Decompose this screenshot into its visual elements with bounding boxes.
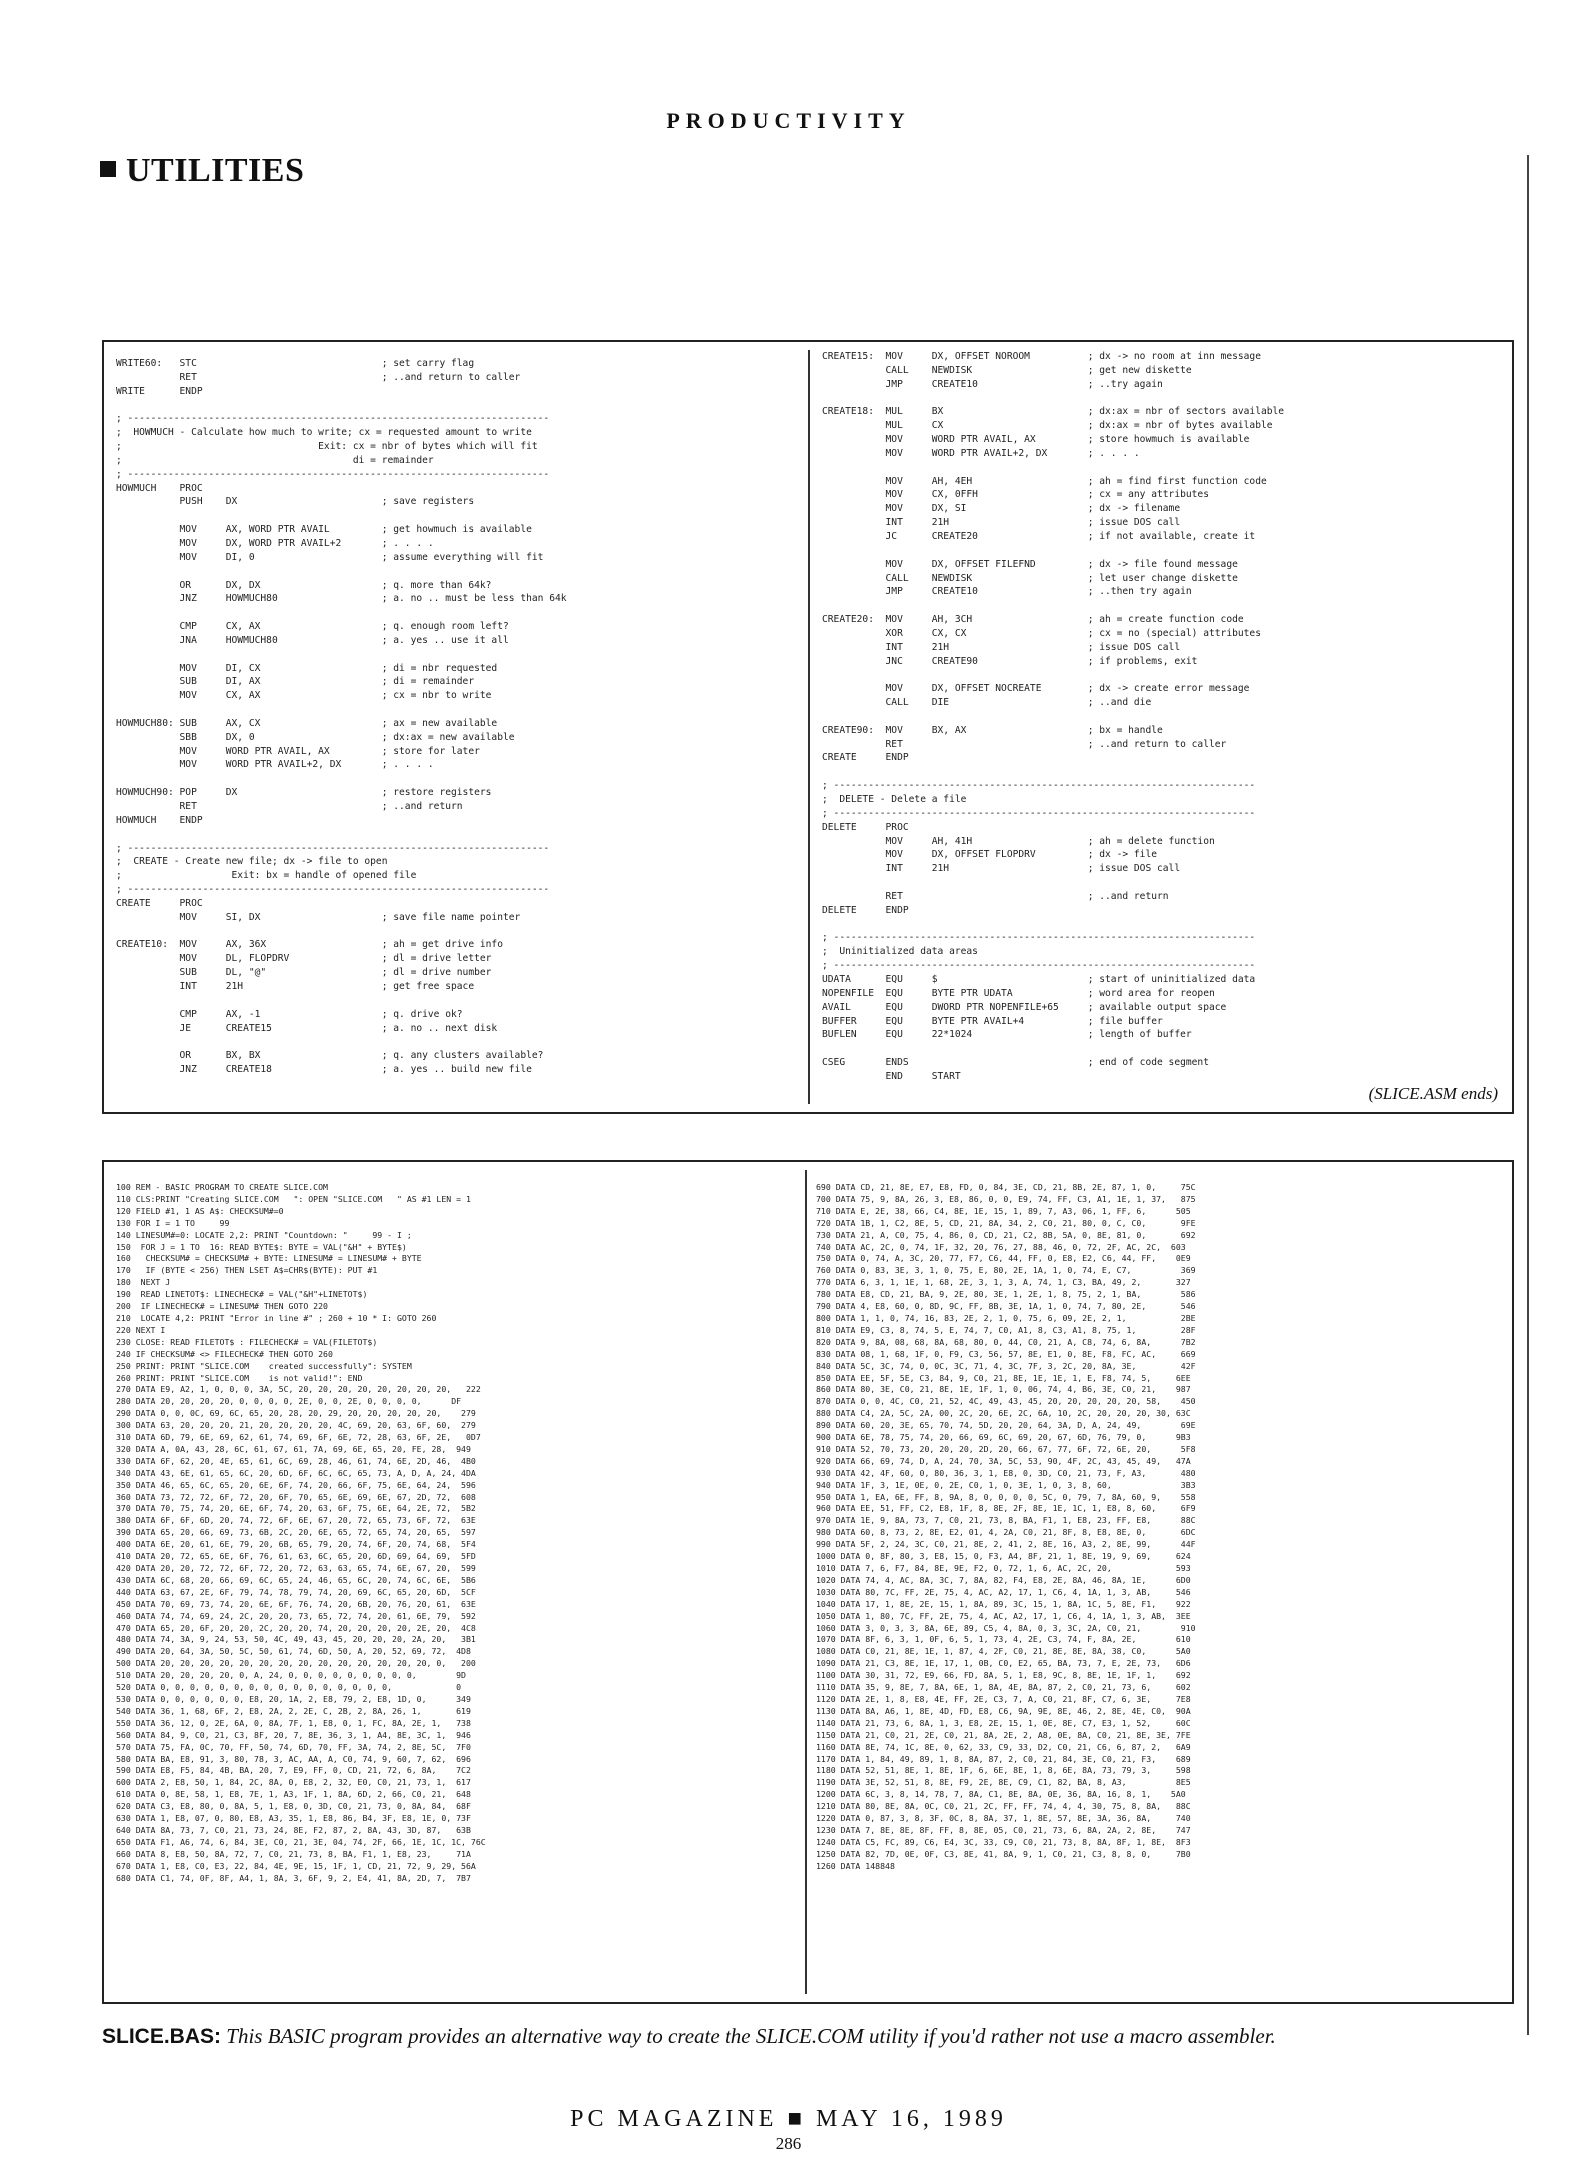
section-label: PRODUCTIVITY	[666, 108, 911, 133]
page-title	[100, 152, 304, 190]
column-rule	[1527, 155, 1529, 2035]
asm-listing-box	[102, 340, 1514, 1114]
bullet-square-icon	[100, 161, 116, 177]
page-title-text: UTILITIES	[126, 152, 305, 189]
caption-text: This BASIC program provides an alternative way to create the SLICE.COM utility if you'd rather not use a macro assembler.	[221, 2024, 1276, 2048]
column-divider	[805, 1170, 807, 1994]
figure-caption	[102, 2024, 1522, 2049]
bas-listing-right-column: 690 DATA CD, 21, 8E, E7, E8, FD, 0, 84, 3E, CD, 21, 8B, 2E, 87, 1, 0, 75C 700 DATA 75, 9, 8A, 26, 3, E8, 86, 0, 0, E9, 74, FF, C3, A1, 1E, 1, 37, 875 710 DATA E, 2E, 38, 66, C4, 8E, 1E, 15, 1, 89, 7, A3, 06, 1, FF, 6, 505 720 DATA 1B, 1, C2, 8E, 5, CD, 21, 8A, 34, 2, C0, 21, 80, 0, C, C0, 9FE 730 DATA 21, A, C0, 75, 4, 86, 0, CD, 21, C2, 8B, 5A, 0, 8E, 81, 0, 692 740 DATA AC, 2C, 0, 74, 1F, 32, 20, 76, 27, 88, 46, 0, 72, 2F, AC, 2C, 603 750 DATA 0, 74, A, 3C, 20, 77, F7, C6, 44, FF, 0, E8, E2, C6, 44, FF, 0E9 760 DATA 0, 83, 3E, 3, 1, 0, 75, E, 80, 2E, 1A, 1, 0, 74, E, C7, 369 770 DATA 6, 3, 1, 1E, 1, 68, 2E, 3, 1, 3, A, 74, 1, C3, BA, 49, 2, 327 780 DATA E8, CD, 21, BA, 9, 2E, 80, 3E, 1, 2E, 1, 8, 75, 2, 1, BA, 586 790 DATA 4, E8, 60, 0, 8D, 9C, FF, 8B, 3E, 1A, 1, 0, 74, 7, 80, 2E, 546 800 DATA 1, 1, 0, 74, 16, 83, 2E, 2, 1, 0, 75, 6, 09, 2E, 2, 1, 2BE 810 DATA E9, C3, 8, 74, 5, E, 74, 7, C0, A1, 8, C3, A1, 8, 75, 1, 28F 820 DATA 9, 8A, 08, 68, 8A, 68, 80, 0, 44, C0, 21, A, C8, 74, 6, 8A, 7B2 830 DATA 08, 1, 68, 1F, 0, F9, C3, 56, 57, 8E, E1, 0, 8E, F8, FC, AC, 669 840 DATA 5C, 3C, 74, 0, 0C, 3C, 71, 4, 3C, 7F, 3, 2C, 20, 8A, 3E, 42F 850 DATA EE, 5F, 5E, C3, 84, 9, C0, 21, 8E, 1E, 1E, 1, E, F8, 74, 5, 6EE 860 DATA 80, 3E, C0, 21, 8E, 1E, 1F, 1, 0, 06, 74, 4, B6, 3E, C0, 21, 987 870 DATA 0, 0, 4C, C0, 21, 52, 4C, 49, 43, 45, 20, 20, 20, 20, 20, 58, 450 880 DATA C4, 2A, 5C, 2A, 00, 2C, 20, 6E, 2C, 6A, 10, 2C, 20, 20, 20, 30, 63C 890 DATA 60, 20, 3E, 65, 70, 74, 5D, 20, 20, 64, 3A, D, A, 24, 49, 69E 900 DATA 6E, 78, 75, 74, 20, 66, 69, 6C, 69, 20, 67, 6D, 76, 79, 0, 9B3 910 DATA 52, 70, 73, 20, 20, 20, 2D, 20, 66, 67, 77, 6F, 72, 6E, 20, 5F8 920 DATA 66, 69, 74, D, A, 24, 70, 3A, 5C, 53, 90, 4F, 2C, 43, 45, 49, 47A 930 DATA 42, 4F, 60, 0, 80, 36, 3, 1, E8, 0, 3D, C0, 21, 73, F, A3, 480 940 DATA 1F, 3, 1E, 0E, 0, 2E, C0, 1, 0, 3E, 1, 0, 3, 8, 60, 3B3 950 DATA 1, EA, 6E, FF, 8, 9A, 8, 0, 0, 0, 0, 5C, 0, 79, 7, 8A, 60, 9, 558 960 DATA EE, 51, FF, C2, E8, 1F, 8, 8E, 2F, 8E, 1E, 1C, 1, E8, 8, 60, 6F9 970 DATA 1E, 9, 8A, 73, 7, C0, 21, 73, 8, BA, F1, 1, E8, 23, FF, E8, 88C 980 DATA 60, 8, 73, 2, 8E, E2, 01, 4, 2A, C0, 21, 8F, 8, E8, 8E, 0, 6DC 990 DATA 5F, 2, 24, 3C, C0, 21, 8E, 2, 41, 2, 8E, 16, A3, 2, 8E, 99, 44F 1000 DATA 0, 8F, 80, 3, E8, 15, 0, F3, A4, 8F, 21, 1, 8E, 19, 9, 69, 624 1010 DATA 7, 6, F7, 84, 8E, 9E, F2, 0, 72, 1, 6, AC, 2C, 20, 593 1020 DATA 74, 4, AC, 8A, 3C, 7, 8A, 82, F4, E8, 2E, 8A, 46, 8A, 1E, 6D0 1030 DATA 80, 7C, FF, 2E, 75, 4, AC, A2, 17, 1, C6, 4, 1A, 1, 3, AB, 546 1040 DATA 17, 1, 8E, 2E, 15, 1, 8A, 89, 3C, 15, 1, 8A, 1C, 5, 8E, F1, 922 1050 DATA 1, 80, 7C, FF, 2E, 75, 4, AC, A2, 17, 1, C6, 4, 1A, 1, 3, AB, 3EE 1060 DATA 3, 0, 3, 3, 8A, 6E, 89, C5, 4, 8A, 0, 3, 3C, 2A, C0, 21, 910 1070 DATA 8F, 6, 3, 1, 0F, 6, 5, 1, 73, 4, 2E, C3, 74, F, 8A, 2E, 610 1080 DATA C0, 21, 8E, 1E, 1, 87, 4, 2F, C0, 21, 8E, 8E, 8A, 38, C0, 5A0 1090 DATA 21, C3, 8E, 1E, 17, 1, 0B, C0, E2, 65, BA, 73, 7, E, 2E, 73, 6D6 1100 DATA 30, 31, 72, E9, 66, FD, 8A, 5, 1, E8, 9C, 8, 8E, 1E, 1F, 1, 692 1110 DATA 35, 9, 8E, 7, 8A, 6E, 1, 8A, 4E, 8A, 87, 2, C0, 21, 73, 6, 602 1120 DATA 2E, 1, 8, E8, 4E, FF, 2E, C3, 7, A, C0, 21, 8F, C7, 6, 3E, 7E8 1130 DATA 8A, A6, 1, 8E, 4D, FD, E8, C6, 9A, 9E, 8E, 46, 2, 8E, 4E, C0, 90A 1140 DATA 21, 73, 6, 8A, 1, 3, E8, 2E, 15, 1, 0E, 8E, C7, E3, 1, 52, 60C 1150 DATA 21, C0, 21, 2E, C0, 21, 8A, 2E, 2, A8, 0E, 8A, C0, 21, 8E, 3E, 7FE 1160 DATA 8E, 74, 1C, 8E, 0, 62, 33, C9, 33, D2, C0, 21, C6, 6, 87, 2, 6A9 1170 DATA 1, 84, 49, 89, 1, 8, 8A, 87, 2, C0, 21, 84, 3E, C0, 21, F3, 689 1180 DATA 52, 51, 8E, 1, 8E, 1F, 6, 6E, 8E, 1, 8, 6E, 8A, 73, 79, 3, 598 1190 DATA 3E, 52, 51, 8, 8E, F9, 2E, 8E, C9, C1, 82, BA, 8, A3, 8E5 1200 DATA 6C, 3, 8, 14, 78, 7, 8A, C1, 8E, 8A, 0E, 36, 8A, 16, 8, 1, 5A0 1210 DATA 80, 8E, 8A, 0C, C0, 21, 2C, FF, FF, 74, 4, 4, 30, 75, 8, 8A, 88C 1220 DATA 0, 87, 3, 8, 3F, 0C, 8, 8A, 37, 1, 8E, 57, 8E, 3A, 36, 8A, 740 1230 DATA 7, 8E, 8E, 8F, FF, 8, 8E, 05, C0, 21, 73, 6, 8A, 2A, 2, 8E, 747 1240 DATA C5, FC, 89, C6, E4, 3C, 33, C9, C0, 21, 73, 8, 8A, 8F, 1, 8E, 8F3 1250 DATA 82, 7D, 0E, 0F, C3, 8E, 41, 8A, 9, 1, C0, 21, C3, 8, 8, 0, 7B0 1260 DATA 148848	[816, 1182, 1196, 1871]
asm-listing-right-column: CREATE15: MOV DX, OFFSET NOROOM ; dx -> no room at inn message CALL NEWDISK ; get new diskette JMP CREATE10 ; ..try again CREATE18: MUL BX ; dx:ax = nbr of sectors available MUL CX ; dx:ax = nbr of bytes available MOV WORD PTR AVAIL, AX ; store howmuch is available MOV WORD PTR AVAIL+2, DX ; . . . . MOV AH, 4EH ; ah = find first function code MOV CX, 0FFH ; cx = any attributes MOV DX, SI ; dx -> filename INT 21H ; issue DOS call JC CREATE20 ; if not available, create it MOV DX, OFFSET FILEFND ; dx -> file found message CALL NEWDISK ; let user change diskette JMP CREATE10 ; ..then try again CREATE20: MOV AH, 3CH ; ah = create function code XOR CX, CX ; cx = no (special) attributes INT 21H ; issue DOS call JNC CREATE90 ; if problems, exit MOV DX, OFFSET NOCREATE ; dx -> create error message CALL DIE ; ..and die CREATE90: MOV BX, AX ; bx = handle RET ; ..and return to caller CREATE ENDP ; ------------------------------------------------------------------------- ; DELETE - Delete a file ; ------------------------------------------------------------------------- DELETE PROC MOV AH, 41H ; ah = delete function MOV DX, OFFSET FLOPDRV ; dx -> file INT 21H ; issue DOS call RET ; ..and return DELETE ENDP ; ------------------------------------------------------------------------- ; Uninitialized data areas ; ------------------------------------------------------------------------- UDATA EQU $ ; start of uninitialized data NOPENFILE EQU BYTE PTR UDATA ; word area for reopen AVAIL EQU DWORD PTR NOPENFILE+65 ; available output space BUFFER EQU BYTE PTR AVAIL+4 ; file buffer BUFLEN EQU 22*1024 ; length of buffer CSEG ENDS ; end of code segment END START	[822, 351, 1285, 1082]
listing-end-note: (SLICE.ASM ends)	[1368, 1084, 1498, 1103]
page-number: 286	[775, 2134, 802, 2153]
publication-footer: PC MAGAZINE ■ MAY 16, 1989	[570, 2106, 1007, 2132]
bas-listing-box	[102, 1160, 1514, 2004]
caption-label: SLICE.BAS:	[102, 2025, 222, 2048]
asm-listing-left-column: WRITE60: STC ; set carry flag RET ; ..and return to caller WRITE ENDP ; ------------------------------------------------------------------------- ; HOWMUCH - Calculate how much to write; cx = requested amount to write ; Exit: cx = nbr of bytes which will fit ; di = remainder ; ------------------------------------------------------------------------- HOWMUCH PROC PUSH DX ; save registers MOV AX, WORD PTR AVAIL ; get howmuch is available MOV DX, WORD PTR AVAIL+2 ; . . . . MOV DI, 0 ; assume everything will fit OR DX, DX ; q. more than 64k? JNZ HOWMUCH80 ; a. no .. must be less than 64k CMP CX, AX ; q. enough room left? JNA HOWMUCH80 ; a. yes .. use it all MOV DI, CX ; di = nbr requested SUB DI, AX ; di = remainder MOV CX, AX ; cx = nbr to write HOWMUCH80: SUB AX, CX ; ax = new available SBB DX, 0 ; dx:ax = new available MOV WORD PTR AVAIL, AX ; store for later MOV WORD PTR AVAIL+2, DX ; . . . . HOWMUCH90: POP DX ; restore registers RET ; ..and return HOWMUCH ENDP ; ------------------------------------------------------------------------- ; CREATE - Create new file; dx -> file to open ; Exit: bx = handle of opened file ; ------------------------------------------------------------------------- CREATE PROC MOV SI, DX ; save file name pointer CREATE10: MOV AX, 36X ; ah = get drive info MOV DL, FLOPDRV ; dl = drive letter SUB DL, "@" ; dl = drive number INT 21H ; get free space CMP AX, -1 ; q. drive ok? JE CREATE15 ; a. no .. next disk OR BX, BX ; q. any clusters available? JNZ CREATE18 ; a. yes .. build new file	[116, 358, 567, 1076]
bas-listing-left-column: 100 REM - BASIC PROGRAM TO CREATE SLICE.COM 110 CLS:PRINT "Creating SLICE.COM ": OPEN "SLICE.COM " AS #1 LEN = 1 120 FIELD #1, 1 AS A$: CHECKSUM#=0 130 FOR I = 1 TO 99 140 LINESUM#=0: LOCATE 2,2: PRINT "Countdown: " 99 - I ; 150 FOR J = 1 TO 16: READ BYTE$: BYTE = VAL("&H" + BYTE$) 160 CHECKSUM# = CHECKSUM# + BYTE: LINESUM# = LINESUM# + BYTE 170 IF (BYTE < 256) THEN LSET A$=CHR$(BYTE): PUT #1 180 NEXT J 190 READ LINETOT$: LINECHECK# = VAL("&H"+LINETOT$) 200 IF LINECHECK# = LINESUM# THEN GOTO 220 210 LOCATE 4,2: PRINT "Error in line #" ; 260 + 10 * I: GOTO 260 220 NEXT I 230 CLOSE: READ FILETOT$ : FILECHECK# = VAL(FILETOT$) 240 IF CHECKSUM# <> FILECHECK# THEN GOTO 260 250 PRINT: PRINT "SLICE.COM created successfully": SYSTEM 260 PRINT: PRINT "SLICE.COM is not valid!": END 270 DATA E9, A2, 1, 0, 0, 0, 3A, 5C, 20, 20, 20, 20, 20, 20, 20, 20, 222 280 DATA 20, 20, 20, 20, 0, 0, 0, 0, 2E, 0, 0, 2E, 0, 0, 0, 0, DF 290 DATA 0, 0, 0C, 69, 6C, 65, 20, 28, 20, 29, 20, 20, 20, 20, 20, 279 300 DATA 63, 20, 20, 20, 21, 20, 20, 20, 20, 4C, 69, 20, 63, 6F, 60, 279 310 DATA 6D, 79, 6E, 69, 62, 61, 74, 69, 6F, 6E, 72, 28, 63, 6F, 2E, 0D7 320 DATA A, 0A, 43, 28, 6C, 61, 67, 61, 7A, 69, 6E, 65, 20, FE, 28, 949 330 DATA 6F, 62, 20, 4E, 65, 61, 6C, 69, 28, 46, 61, 74, 6E, 2D, 46, 4B0 340 DATA 43, 6E, 61, 65, 6C, 20, 6D, 6F, 6C, 6C, 65, 73, A, D, A, 24, 4DA 350 DATA 46, 65, 6C, 65, 20, 6E, 6F, 74, 20, 66, 6F, 75, 6E, 64, 24, 596 360 DATA 73, 72, 72, 6F, 72, 20, 6F, 70, 65, 6E, 69, 6E, 67, 2D, 72, 608 370 DATA 70, 75, 74, 20, 6E, 6F, 74, 20, 63, 6F, 75, 6E, 64, 2E, 72, 5B2 380 DATA 6F, 6F, 6D, 20, 74, 72, 6F, 6E, 67, 20, 72, 65, 73, 6F, 72, 63E 390 DATA 65, 20, 66, 69, 73, 6B, 2C, 20, 6E, 65, 72, 65, 74, 20, 65, 597 400 DATA 6E, 20, 61, 6E, 79, 20, 6B, 65, 79, 20, 74, 6F, 20, 74, 68, 5F4 410 DATA 20, 72, 65, 6E, 6F, 76, 61, 63, 6C, 65, 20, 6D, 69, 64, 69, 5FD 420 DATA 20, 20, 72, 72, 6F, 72, 20, 72, 63, 63, 65, 74, 6E, 67, 20, 599 430 DATA 6C, 68, 20, 66, 69, 6C, 65, 24, 46, 65, 6C, 20, 74, 6C, 6E, 5B6 440 DATA 63, 67, 2E, 6F, 79, 74, 78, 79, 74, 20, 69, 6C, 65, 20, 6D, 5CF 450 DATA 70, 69, 73, 74, 20, 6E, 6F, 76, 74, 20, 6B, 20, 76, 20, 61, 63E 460 DATA 74, 74, 69, 24, 2C, 20, 20, 73, 65, 72, 74, 20, 61, 6E, 79, 592 470 DATA 65, 20, 6F, 20, 20, 2C, 20, 20, 74, 20, 20, 20, 20, 2E, 20, 4C8 480 DATA 74, 3A, 9, 24, 53, 50, 4C, 49, 43, 45, 20, 20, 20, 2A, 20, 3B1 490 DATA 20, 64, 3A, 50, 5C, 50, 61, 74, 6D, 50, A, 20, 52, 69, 72, 4D8 500 DATA 20, 20, 20, 20, 20, 20, 20, 20, 20, 20, 20, 20, 20, 20, 0, 200 510 DATA 20, 20, 20, 20, 0, A, 24, 0, 0, 0, 0, 0, 0, 0, 0, 0, 9D 520 DATA 0, 0, 0, 0, 0, 0, 0, 0, 0, 0, 0, 0, 0, 0, 0, 0, 0 530 DATA 0, 0, 0, 0, 0, 0, E8, 20, 1A, 2, E8, 79, 2, E8, 1D, 0, 349 540 DATA 36, 1, 68, 6F, 2, E8, 2A, 2, 2E, C, 2B, 2, 8A, 26, 1, 619 550 DATA 36, 12, 0, 2E, 6A, 0, 8A, 7F, 1, E8, 0, 1, FC, 8A, 2E, 1, 738 560 DATA 84, 9, C0, 21, C3, 8F, 20, 7, 8E, 36, 3, 1, A4, 8E, 3C, 1, 946 570 DATA 75, FA, 0C, 70, FF, 50, 74, 6D, 70, FF, 3A, 74, 2, 8E, 5C, 7F0 580 DATA BA, E8, 91, 3, 80, 78, 3, AC, AA, A, C0, 74, 9, 60, 7, 62, 696 590 DATA E8, F5, 84, 4B, BA, 20, 7, E9, FF, 0, CD, 21, 72, 6, 8A, 7C2 600 DATA 2, E8, 50, 1, 84, 2C, 8A, 0, E8, 2, 32, E0, C0, 21, 73, 1, 617 610 DATA 0, 8E, 58, 1, E8, 7E, 1, A3, 1F, 1, 8A, 6D, 2, 66, C0, 21, 648 620 DATA C3, E8, 80, 0, 8A, 5, 1, E8, 0, 3D, C0, 21, 73, 0, 8A, 84, 68F 630 DATA 1, E8, 07, 0, 80, E8, A3, 35, 1, E8, 86, B4, 3F, E8, 1E, 0, 73F 640 DATA 8A, 73, 7, C0, 21, 73, 24, 8E, F2, 87, 2, 8A, 43, 3D, 87, 63B 650 DATA F1, A6, 74, 6, 84, 3E, C0, 21, 3E, 04, 74, 2F, 66, 1E, 1C, 1C, 76C 660 DATA 8, E8, 50, 8A, 72, 7, C0, 21, 73, 8, BA, F1, 1, E8, 23, 71A 670 DATA 1, E8, C0, E3, 22, 84, 4E, 9E, 15, 1F, 1, CD, 21, 72, 9, 29, 56A 680 DATA C1, 74, 0F, 8F, A4, 1, 8A, 3, 6F, 9, 2, E4, 41, 8A, 2D, 7, 7B7	[116, 1182, 486, 1883]
column-divider	[808, 350, 810, 1104]
